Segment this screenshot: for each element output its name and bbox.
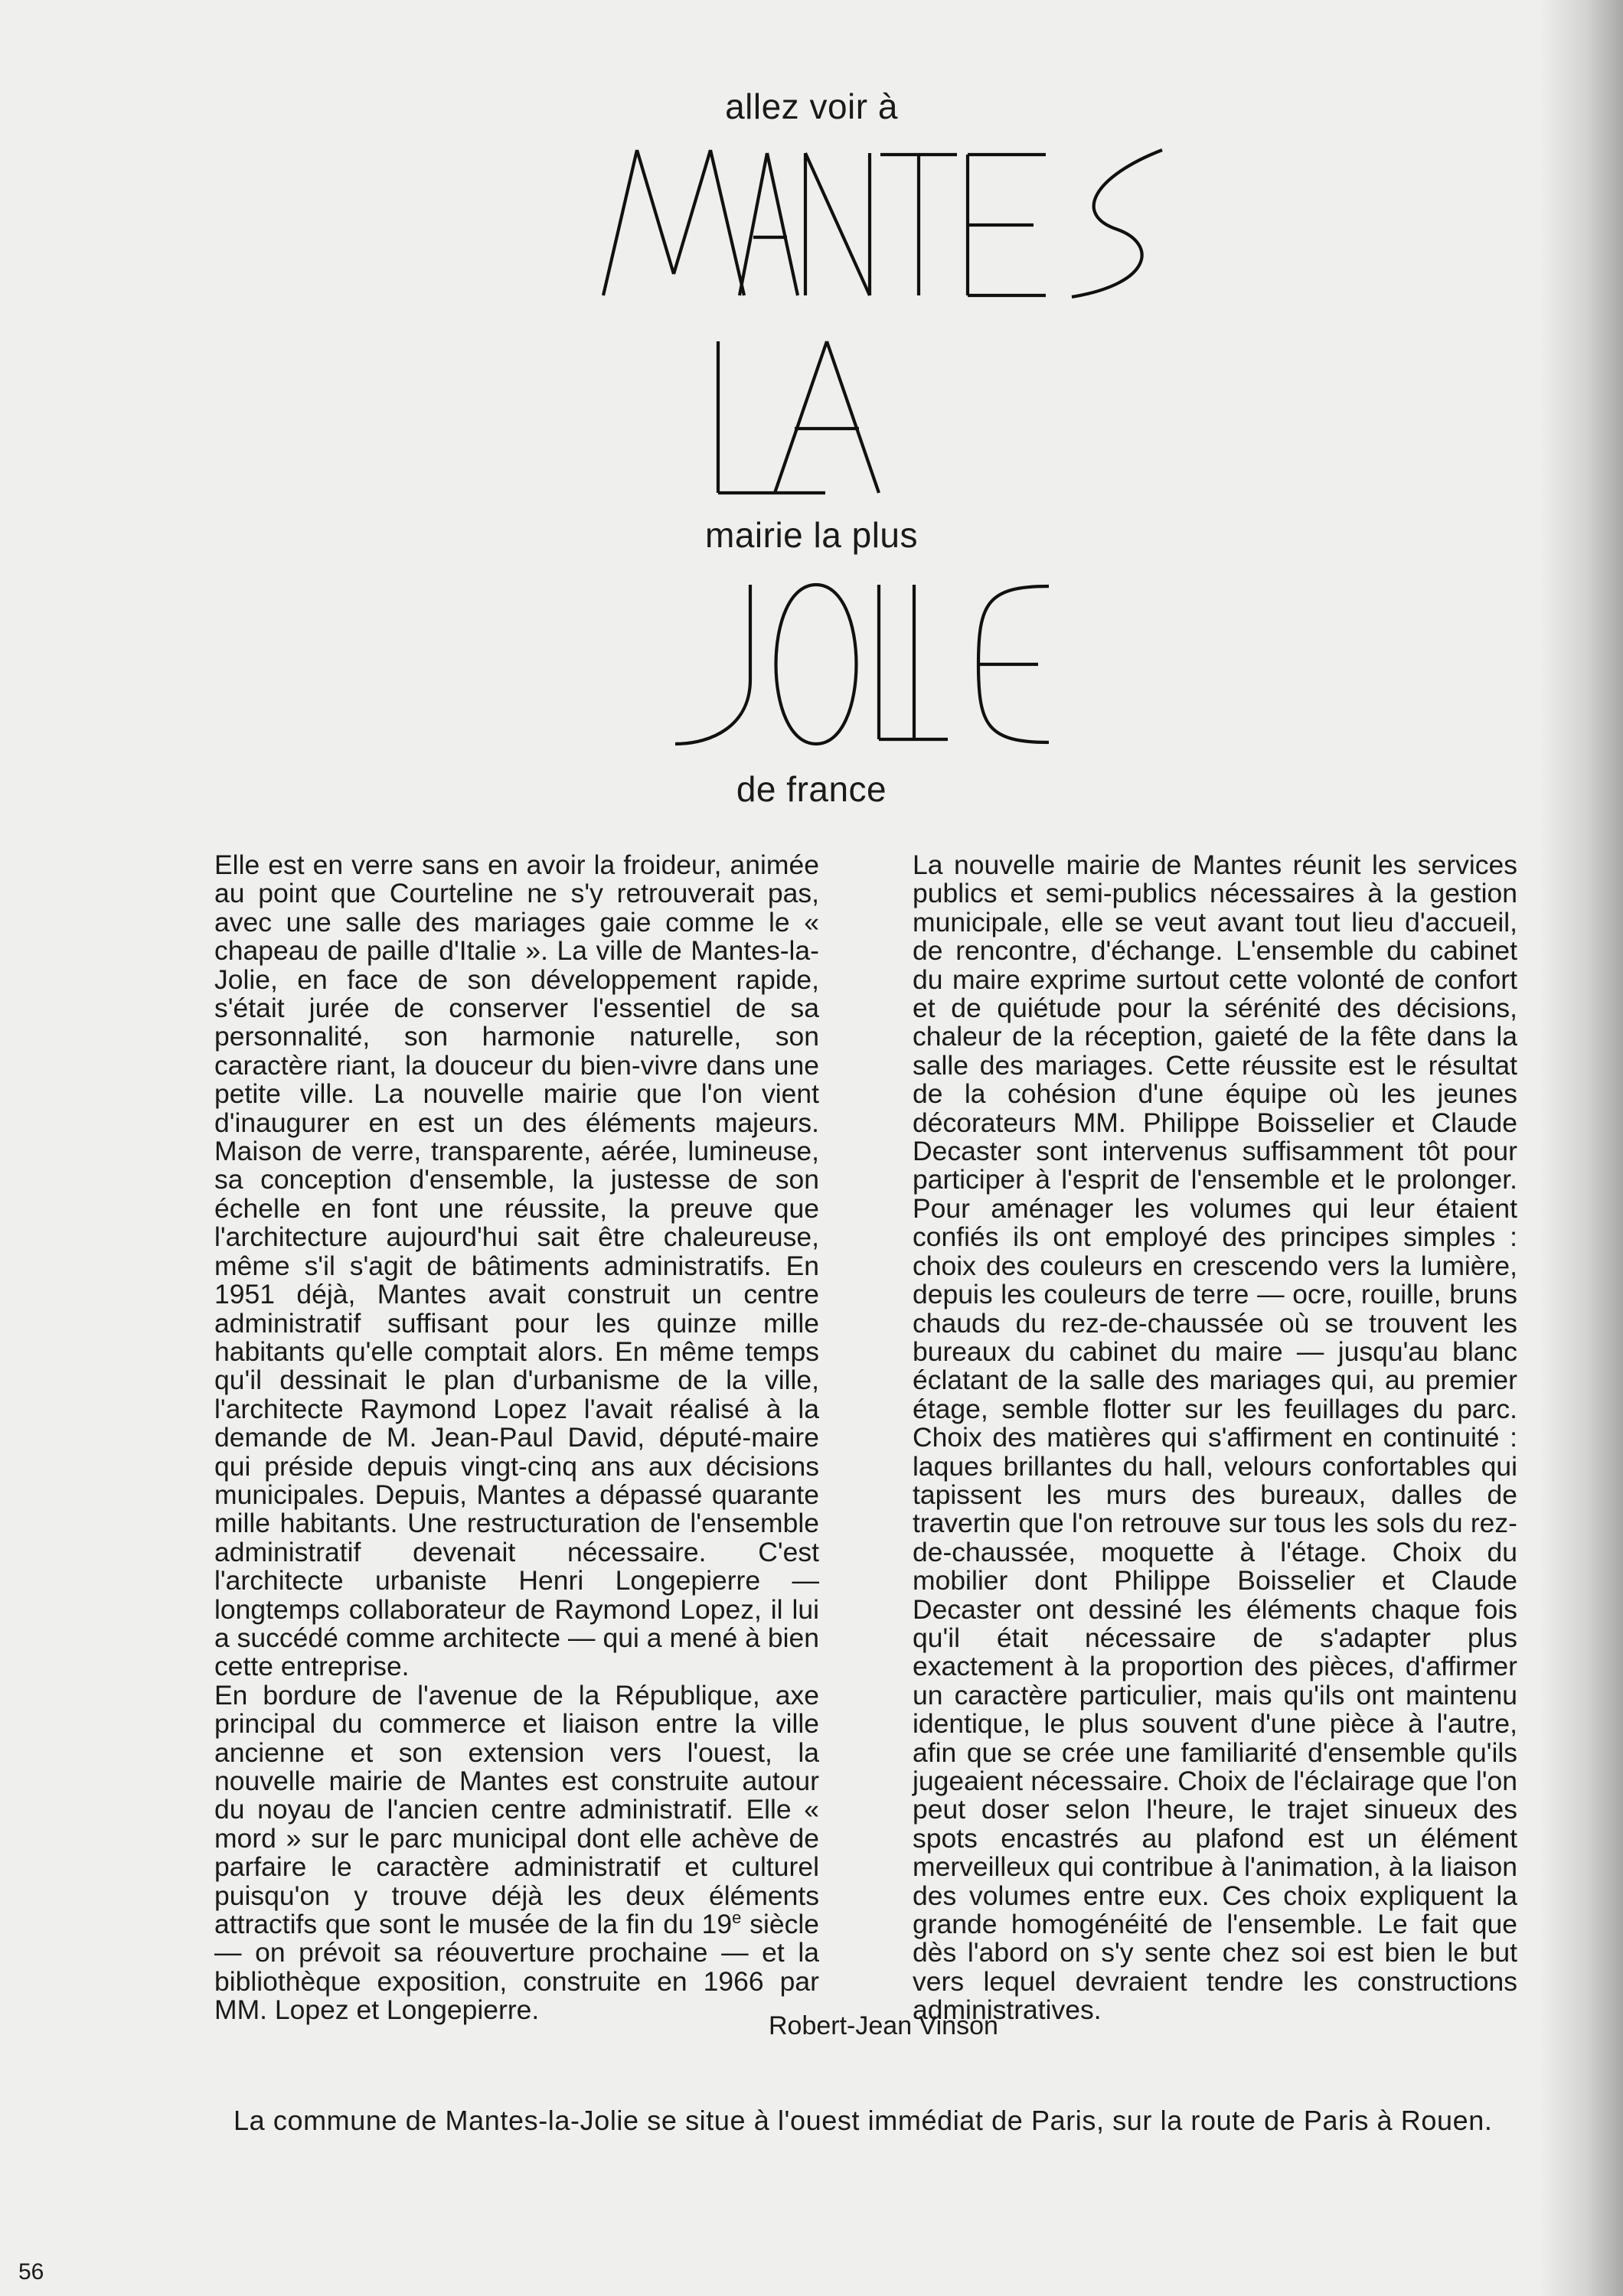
article-column-left (214, 851, 819, 2025)
article-paragraph: En bordure de l'avenue de la République, axe principal du commerce et liaison entre la ville ancienne et son extension vers l'ouest, la nouvelle mairie de Mantes est construite autour du noyau de l'ancien centre administratif. Elle « mord » sur le parc municipal dont elle achève de parfaire le caractère administratif et culturel puisqu'on y trouve déjà les deux éléments attractifs que sont le musée de la fin du 19e siècle — on prévoit sa réouverture prochaine — et la bibliothèque exposition, construite en 1966 par MM. Lopez et Longepierre. (214, 1679, 820, 2026)
headline-word-jolie (666, 580, 1064, 748)
headline-word-mantes (597, 145, 1164, 298)
author-byline: Robert-Jean Vinson (769, 2011, 998, 2040)
headline-outro: de france (736, 769, 887, 809)
headline-word-la (712, 337, 896, 497)
page-edge-shadow (1539, 0, 1623, 2296)
page-number: 56 (18, 2259, 44, 2285)
headline-intro: allez voir à (725, 86, 898, 126)
article-column-right (913, 851, 1517, 2025)
location-caption: La commune de Mantes-la-Jolie se situe à l'ouest immédiat de Paris, sur la route de Paris à Rouen. (233, 2105, 1493, 2136)
article-paragraph: La nouvelle mairie de Mantes réunit les services publics et semi-publics nécessaires à la gestion municipale, elle se veut avant tout lieu d'accueil, de rencontre, d'échange. L'ensemble du cabinet du maire exprime surtout cette volonté de confort et de quiétude pour la sérénité des décisions, chaleur de la réception, gaieté de la fête dans la salle des mariages. Cette réussite est le résultat de la cohésion d'une équipe où les jeunes décorateurs MM. Philippe Boisselier et Claude Decaster sont intervenus suffisamment tôt pour participer à l'esprit de l'ensemble et le prolonger. Pour aménager les volumes qui leur étaient confiés ils ont employé des principes simples : choix des couleurs en crescendo vers la lumière, depuis les couleurs de terre — ocre, rouille, bruns chauds du rez-de-chaussée où se trouvent les bureaux du cabinet du maire — jusqu'au blanc éclatant de la salle des mariages qui, au premier étage, semble flotter sur les feuillages du parc. Choix des matières qui s'affirment en continuité : laques brillantes du hall, velours confortables qui tapissent les murs des bureaux, dalles de travertin que l'on retrouve sur tous les sols du rez-de-chaussée, moquette à l'étage. Choix du mobilier dont Philippe Boisselier et Claude Decaster ont dessiné les éléments chaque fois qu'il était nécessaire de s'adapter plus exactement à la proportion des pièces, d'affirmer un caractère particulier, mais qu'ils ont maintenu identique, le plus souvent d'une pièce à l'autre, afin que se crée une familiarité d'ensemble qu'ils jugeaient nécessaire. Choix de l'éclairage que l'on peut doser selon l'heure, le trajet sinueux des spots encastrés au plafond est un élément merveilleux qui contribue à l'animation, à la liaison des volumes entre eux. Ces choix expliquent la grande homogénéité de l'ensemble. Le fait que dès l'abord on s'y sente chez soi est bien le but vers lequel devraient tendre les constructions administratives. (913, 850, 1517, 2026)
headline-middle: mairie la plus (705, 515, 918, 555)
article-paragraph: Elle est en verre sans en avoir la froideur, animée au point que Courteline ne s'y retrouverait pas, avec une salle des mariages gaie comme le « chapeau de paille d'Italie ». La ville de Mantes-la-Jolie, en face de son développement rapide, s'était jurée de conserver l'essentiel de sa personnalité, son harmonie naturelle, son caractère riant, la douceur du bien-vivre dans une petite ville. La nouvelle mairie que l'on vient d'inaugurer en est un des éléments majeurs. Maison de verre, transparente, aérée, lumineuse, sa conception d'ensemble, la justesse de son échelle en font une réussite, la preuve que l'architecture aujourd'hui sait être chaleureuse, même s'il s'agit de bâtiments administratifs. En 1951 déjà, Mantes avait construit un centre administratif suffisant pour les quinze mille habitants qu'elle comptait alors. En même temps qu'il dessinait le plan d'urbanisme de la ville, l'architecte Raymond Lopez l'avait réalisé à la demande de M. Jean-Paul David, député-maire qui préside depuis vingt-cinq ans aux décisions municipales. Depuis, Mantes a dépassé quarante mille habitants. Une restructuration de l'ensemble administratif devenait nécessaire. C'est l'architecte urbaniste Henri Longepierre — longtemps collaborateur de Raymond Lopez, il lui a succédé comme architecte — qui a mené à bien cette entreprise. (214, 850, 819, 1682)
